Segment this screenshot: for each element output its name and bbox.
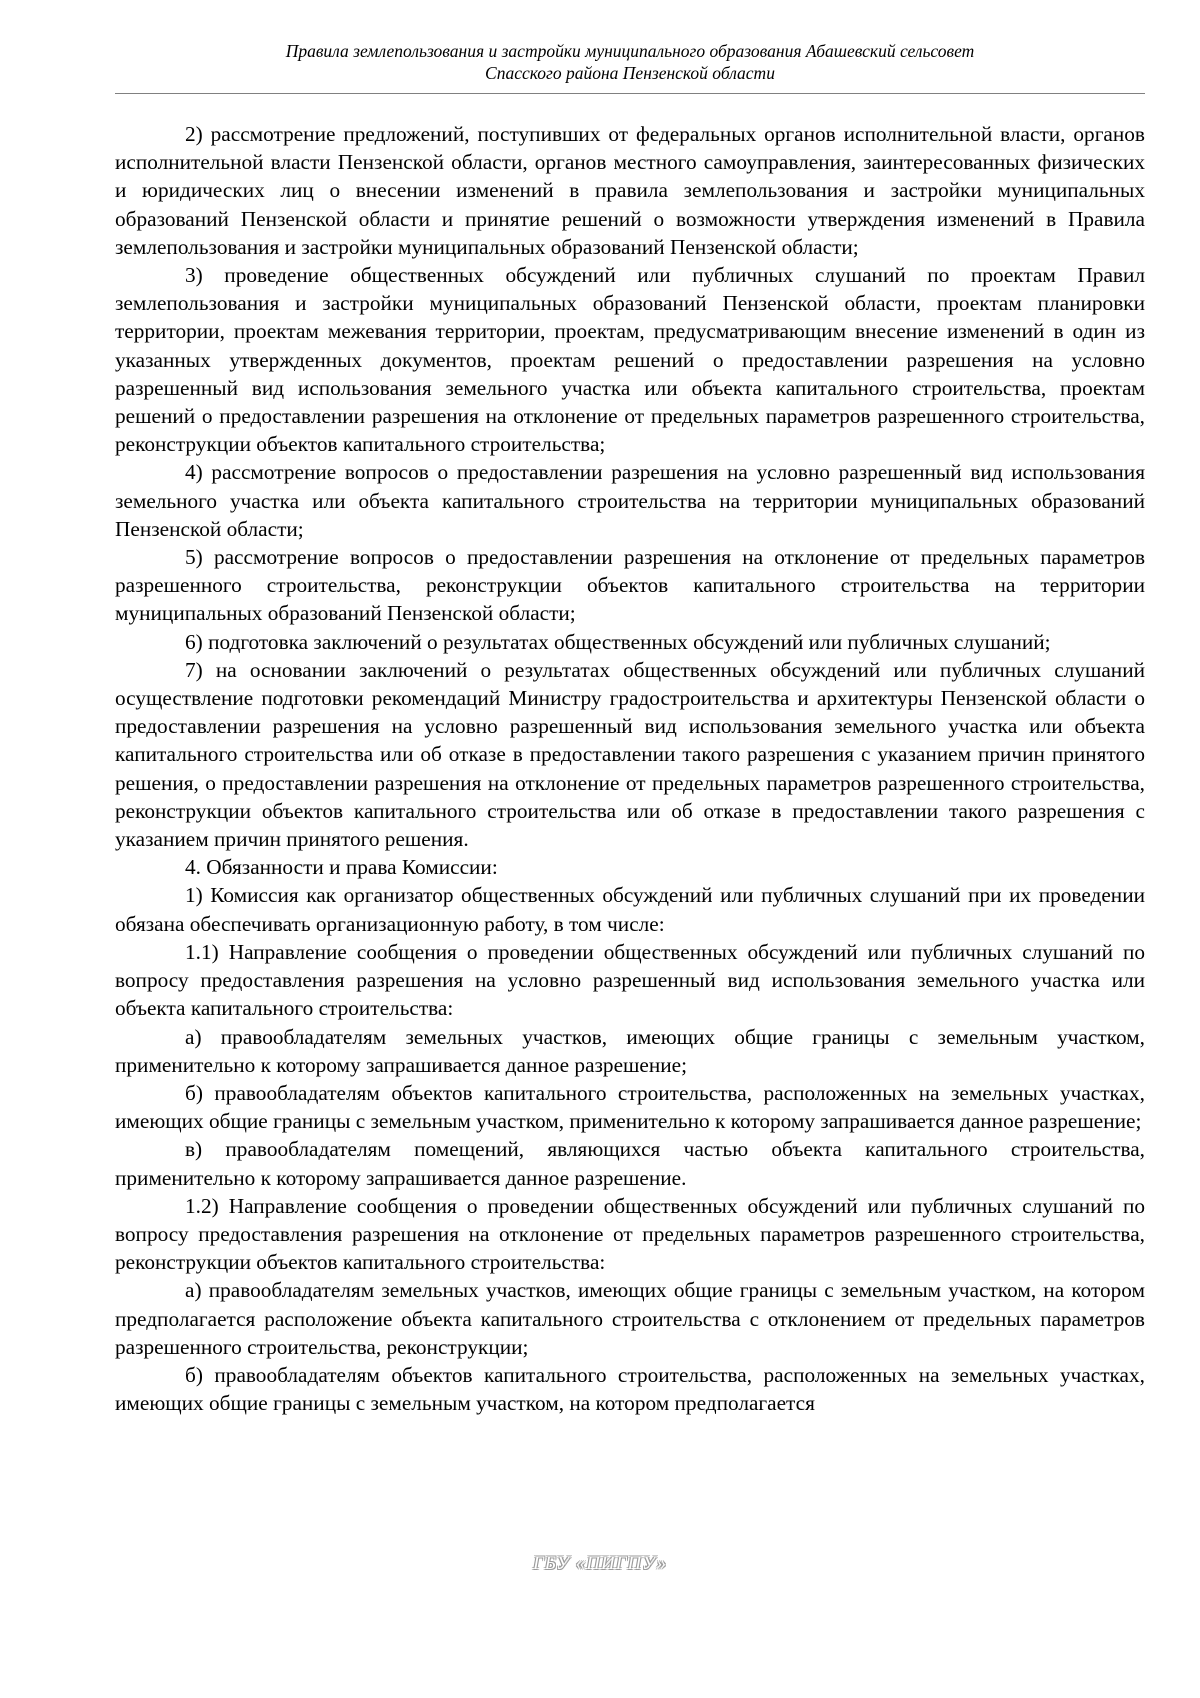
paragraph-duty-1-2: 1.2) Направление сообщения о проведении общественных обсуждений или публичных слушаний по вопросу предоставления разрешения на отклонение от предельных параметров разрешенного строительства, реконструкции объектов капитального строительства:: [115, 1193, 1145, 1275]
document-body: [115, 120, 1145, 1417]
paragraph-item-6: 6) подготовка заключений о результатах общественных обсуждений или публичных слушаний;: [185, 629, 1051, 654]
paragraph-item-3: 3) проведение общественных обсуждений или публичных слушаний по проектам Правил землепользования и застройки муниципальных образований Пензенской области, проектам планировки территории, проектам межевания территории, проектам, предусматривающим внесение изменений в один из указанных утвержденных документов, проектам решений о предоставлении разрешения на условно разрешенный вид использования земельного участка или объекта капитального строительства, проектам решений о предоставлении разрешения на отклонение от предельных параметров разрешенного строительства, реконструкции объектов капитального строительства;: [115, 263, 1145, 457]
paragraph-duty-1-1-v: в) правообладателям помещений, являющихся частью объекта капитального строительства, применительно к которому запрашивается данное разрешение.: [115, 1137, 1145, 1190]
paragraph-duty-1-1-a: а) правообладателям земельных участков, имеющих общие границы с земельным участком, применительно к которому запрашивается данное разрешение;: [115, 1024, 1145, 1077]
header-line-2: Спасского района Пензенской области: [485, 63, 775, 83]
paragraph-duty-1-2-b: б) правообладателям объектов капитального строительства, расположенных на земельных участках, имеющих общие границы с земельным участком, на котором предполагается: [115, 1362, 1145, 1416]
paragraph-item-2: 2) рассмотрение предложений, поступивших от федеральных органов исполнительной власти, органов исполнительной власти Пензенской области, органов местного самоуправления, заинтересованных физических и юридических лиц о внесении изменений в правила землепользования и застройки муниципальных образований Пензенской области и принятие решений о возможности утверждения изменений в Правила землепользования и застройки муниципальных образований Пензенской области;: [115, 122, 1145, 259]
running-header: [115, 40, 1145, 94]
paragraph-duty-1-1-b: б) правообладателям объектов капитального строительства, расположенных на земельных участках, имеющих общие границы с земельным участком, применительно к которому запрашивается данное разрешение;: [115, 1080, 1145, 1134]
paragraph-duty-1-2-a: а) правообладателям земельных участков, имеющих общие границы с земельным участком, на котором предполагается расположение объекта капитального строительства с отклонением от предельных параметров разрешенного строительства, реконструкции;: [115, 1278, 1145, 1359]
section-heading-4: 4. Обязанности и права Комиссии:: [185, 855, 498, 880]
paragraph-item-5: 5) рассмотрение вопросов о предоставлении разрешения на отклонение от предельных параметров разрешенного строительства, реконструкции объектов капитального строительства на территории муниципальных образований Пензенской области;: [115, 545, 1145, 626]
header-line-1: Правила землепользования и застройки муниципального образования Абашевский сельсовет: [285, 41, 975, 61]
paragraph-duty-1: 1) Комиссия как организатор общественных обсуждений или публичных слушаний при их проведении обязана обеспечивать организационную работу, в том числе:: [115, 883, 1145, 936]
paragraph-item-4: 4) рассмотрение вопросов о предоставлении разрешения на условно разрешенный вид использования земельного участка или объекта капитального строительства на территории муниципальных образований Пензенской области;: [115, 460, 1145, 541]
paragraph-duty-1-1: 1.1) Направление сообщения о проведении общественных обсуждений или публичных слушаний по вопросу предоставления разрешения на условно разрешенный вид использования земельного участка или объекта капитального строительства:: [115, 939, 1145, 1021]
paragraph-item-7: 7) на основании заключений о результатах общественных обсуждений или публичных слушаний осуществление подготовки рекомендаций Министру градостроительства и архитектуры Пензенской области о предоставлении разрешения на условно разрешенный вид использования земельного участка или объекта капитального строительства или об отказе в предоставлении такого разрешения с указанием причин принятого решения, о предоставлении разрешения на отклонение от предельных параметров разрешенного строительства, реконструкции объектов капитального строительства или об отказе в предоставлении такого разрешения с указанием причин принятого решения.: [115, 657, 1145, 852]
footer-watermark: ГБУ «ПИГПУ»: [532, 1553, 668, 1574]
